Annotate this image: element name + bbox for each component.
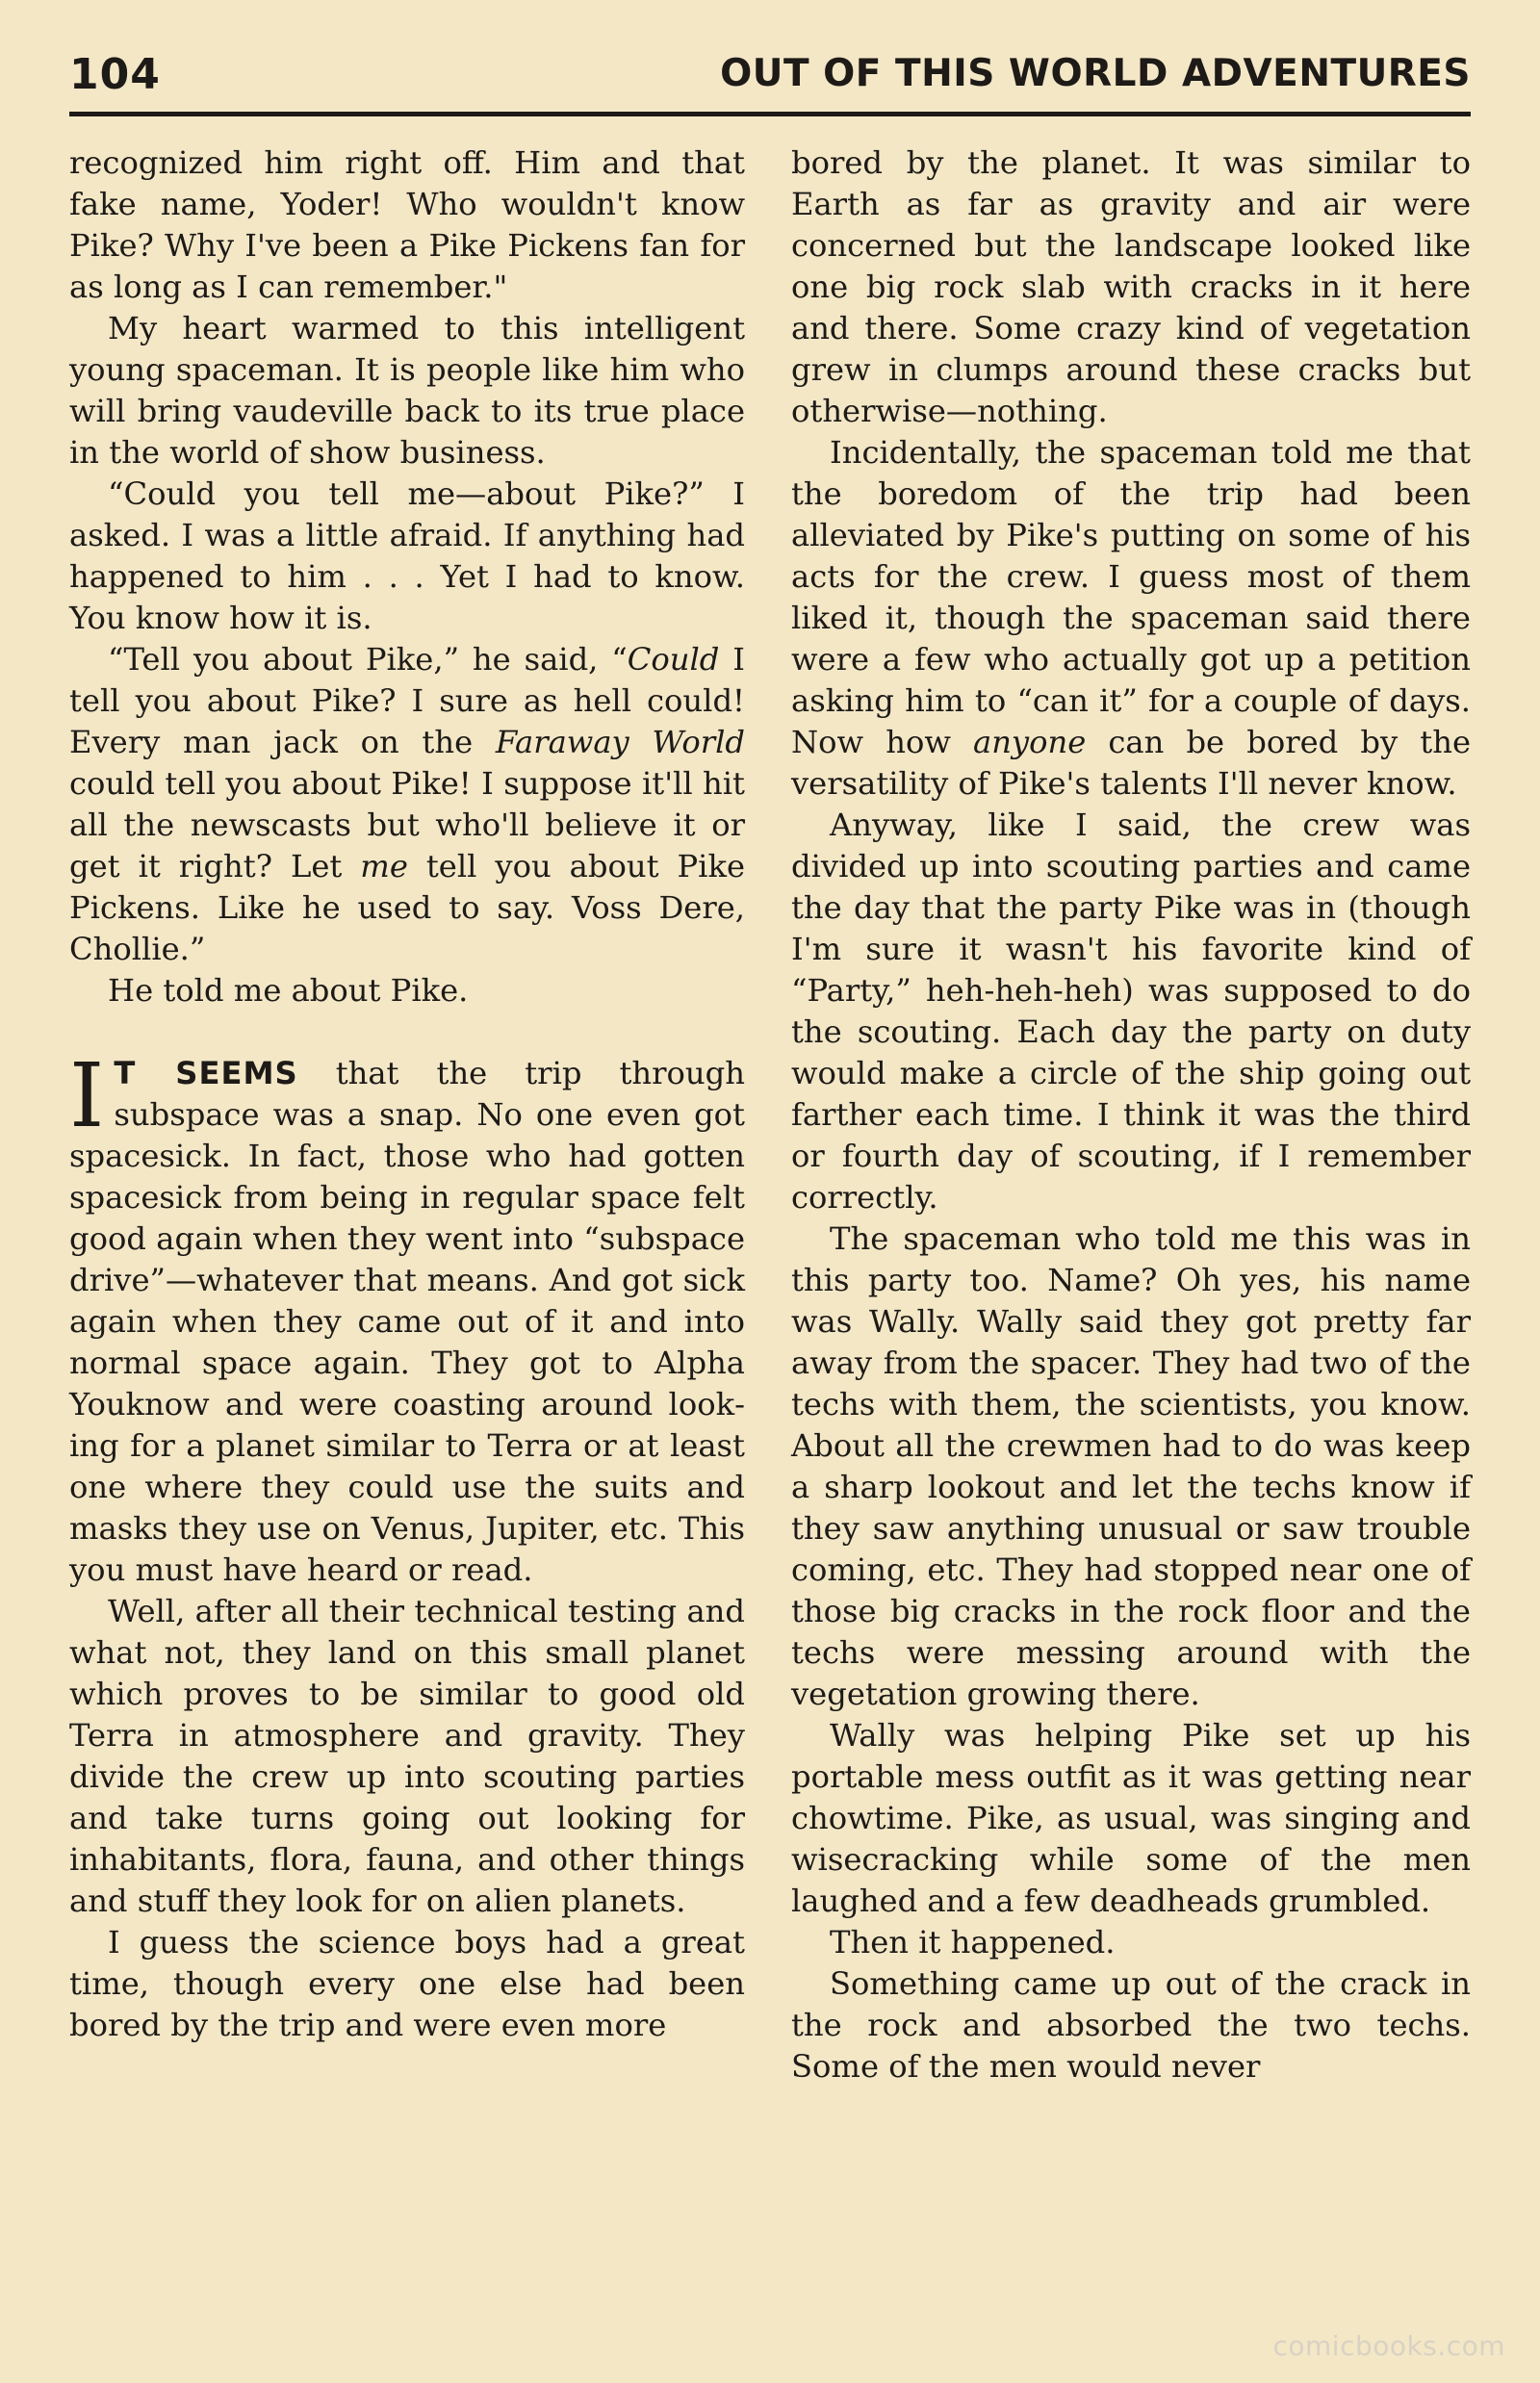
paragraph: The spaceman who told me this was in this party too. Name? Oh yes, his name was Wally. Wally said they got pretty far away from the spacer. They had two of the techs with them, the scientists, you know. About all the crewmen had to do was keep a sharp lookout and let the techs know if they saw anything unusual or saw trouble coming, etc. They had stopped near one of those big cracks in the rock floor and the techs were messing around with the vegetation growing there. [791,1220,1471,1712]
page-header [69,50,1471,116]
paragraph: “Could you tell me—about Pike?” I asked. I was a little afraid. If anything had happened to him . . . Yet I had to know. You know how it is. [69,475,745,636]
paragraph: Well, after all their technical testing and what not, they land on this small planet which proves to be similar to good old Terra in atmosphere and gravity. They divide the crew up into scouting parties and take turns going out looking for inhabitants, flora, fauna, and other things and stuff they look for on alien planets. [69,1593,745,1919]
text-run: can be bored by the versatility of Pike's talents I'll never know. [791,724,1471,802]
page-number: 104 [69,50,161,99]
text-run: that the trip through subspace was a snap. No one even got spacesick. In fact, those who had gotten spacesick from being in regular space felt good again when they went into “subspace drive”—whatever that means. And got sick again when they came out of it and into normal space again. They got to Alpha Youknow and were coasting around looking for a planet similar to Terra or at least one where they could use the suits and masks they use on Venus, Jupiter, etc. This you must have heard or read. [69,1055,745,1588]
ship-name: Faraway World [495,724,745,760]
watermark: comicbooks.com [1272,2330,1505,2362]
paragraph [69,639,745,970]
paragraph-with-dropcap [69,1044,745,1591]
running-head: OUT OF THIS WORLD ADVENTURES [720,52,1471,95]
paragraph: recognized him right off. Him and that fake name, Yoder! Who wouldn't know Pike? Why I've been a Pike Pickens fan for as long as I can remember." [69,144,745,305]
emphasis: me [360,848,408,884]
text-run: “Tell you about Pike,” he said, “ [108,641,628,678]
emphasis: Could [627,641,720,678]
paragraph: Anyway, like I said, the crew was divided up into scouting parties and came the day that the party Pike was in (though I'm sure it wasn't his favorite kind of “Party,” heh-heh-heh) was supposed to do the scouting. Each day the party on duty would make a circle of the ship going out farther each time. I think it was the third or fourth day of scouting, if I remember correctly. [791,807,1471,1216]
text-run: I tell you about Pike? I sure as hell could! Every man jack on the [69,641,746,760]
paragraph: He told me about Pike. [108,972,469,1009]
right-column [791,142,1471,2088]
text-run: could tell you about Pike! I suppose it'll hit all the newscasts but who'll believe it or get it right? Let [69,765,745,884]
text-run: tell you about Pike Pickens. Like he used to say. Voss Dere, Chollie.” [69,848,745,967]
lead-in: T SEEMS [114,1055,298,1091]
paragraph: Something came up out of the crack in the rock and absorbed the two techs. Some of the men would never [791,1965,1471,2085]
text-run: Incidentally, the spaceman told me that the boredom of the trip had been alleviated by Pike's putting on some of his acts for the crew. I guess most of them liked it, though the spaceman said there were a few who actually got up a petition asking him to “can it” for a couple of days. Now how [791,434,1471,760]
paragraph: I guess the science boys had a great time, though every one else had been bored by the trip and were even more [69,1924,745,2043]
drop-cap: I [69,1044,105,1147]
paragraph [791,432,1471,805]
emphasis: anyone [973,724,1087,760]
left-column [69,142,745,2046]
paragraph: Then it happened. [830,1924,1116,1960]
section-break [69,1012,745,1053]
paragraph: Wally was helping Pike set up his portable mess outfit as it was getting near chowtime. Pike, as usual, was singing and wisecracking while some of the men laughed and a few deadheads grumbled. [791,1717,1471,1919]
paragraph: My heart warmed to this intelligent young spaceman. It is people like him who will bring vaudeville back to its true place in the world of show business. [69,310,745,471]
paragraph: bored by the planet. It was similar to Earth as far as gravity and air were concerned but the landscape looked like one big rock slab with cracks in it here and there. Some crazy kind of vegetation grew in clumps around these cracks but otherwise—nothing. [791,144,1471,429]
